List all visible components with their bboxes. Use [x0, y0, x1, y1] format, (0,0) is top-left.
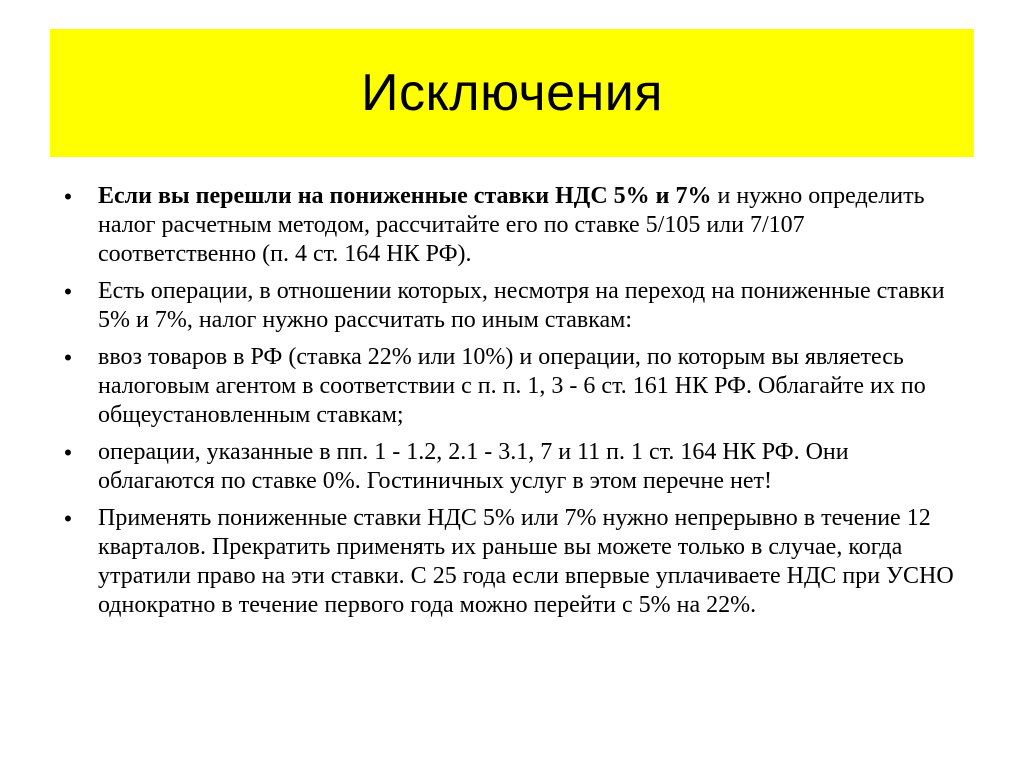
bullet-5-text: Применять пониженные ставки НДС 5% или 7% нужно непрерывно в течение 12 кварталов. Прекратить применять их раньше вы можете только в случае, когда утратили право на эти ставки. С 25 года если впервые уплачиваете НДС при УСНО однократно в течение первого года можно перейти с 5% на 22%. [98, 505, 954, 618]
bullet-item-1 [58, 182, 968, 269]
bullet-1-text: и нужно определить налог расчетным методом, рассчитайте его по ставке 5/105 или 7/107 соответственно (п. 4 ст. 164 НК РФ). [98, 183, 925, 267]
title-band [50, 29, 974, 157]
bullet-1-bold-text: Если вы перешли на пониженные ставки НДС 5% и 7% [98, 183, 712, 209]
bullet-2-text: Есть операции, в отношении которых, несмотря на переход на пониженные ставки 5% и 7%, налог нужно рассчитать по иным ставкам: [98, 278, 945, 333]
bullet-dot-icon: • [64, 279, 72, 304]
bullet-item-5 [58, 504, 968, 620]
bullet-item-4 [58, 438, 968, 496]
bullet-dot-icon: • [64, 440, 72, 465]
bullet-list [58, 182, 968, 628]
bullet-dot-icon: • [64, 506, 72, 531]
bullet-item-3 [58, 343, 968, 430]
bullet-4-text: операции, указанные в пп. 1 - 1.2, 2.1 - 3.1, 7 и 11 п. 1 ст. 164 НК РФ. Они облагаются по ставке 0%. Гостиничных услуг в этом перечне нет! [98, 439, 849, 494]
slide-title: Исключения [361, 64, 663, 122]
bullet-item-2 [58, 277, 968, 335]
bullet-dot-icon: • [64, 345, 72, 370]
bullet-dot-icon: • [64, 184, 72, 209]
bullet-3-text: ввоз товаров в РФ (ставка 22% или 10%) и операции, по которым вы являетесь налоговым агентом в соответствии с п. п. 1, 3 - 6 ст. 161 НК РФ. Облагайте их по общеустановленным ставкам; [98, 344, 926, 428]
